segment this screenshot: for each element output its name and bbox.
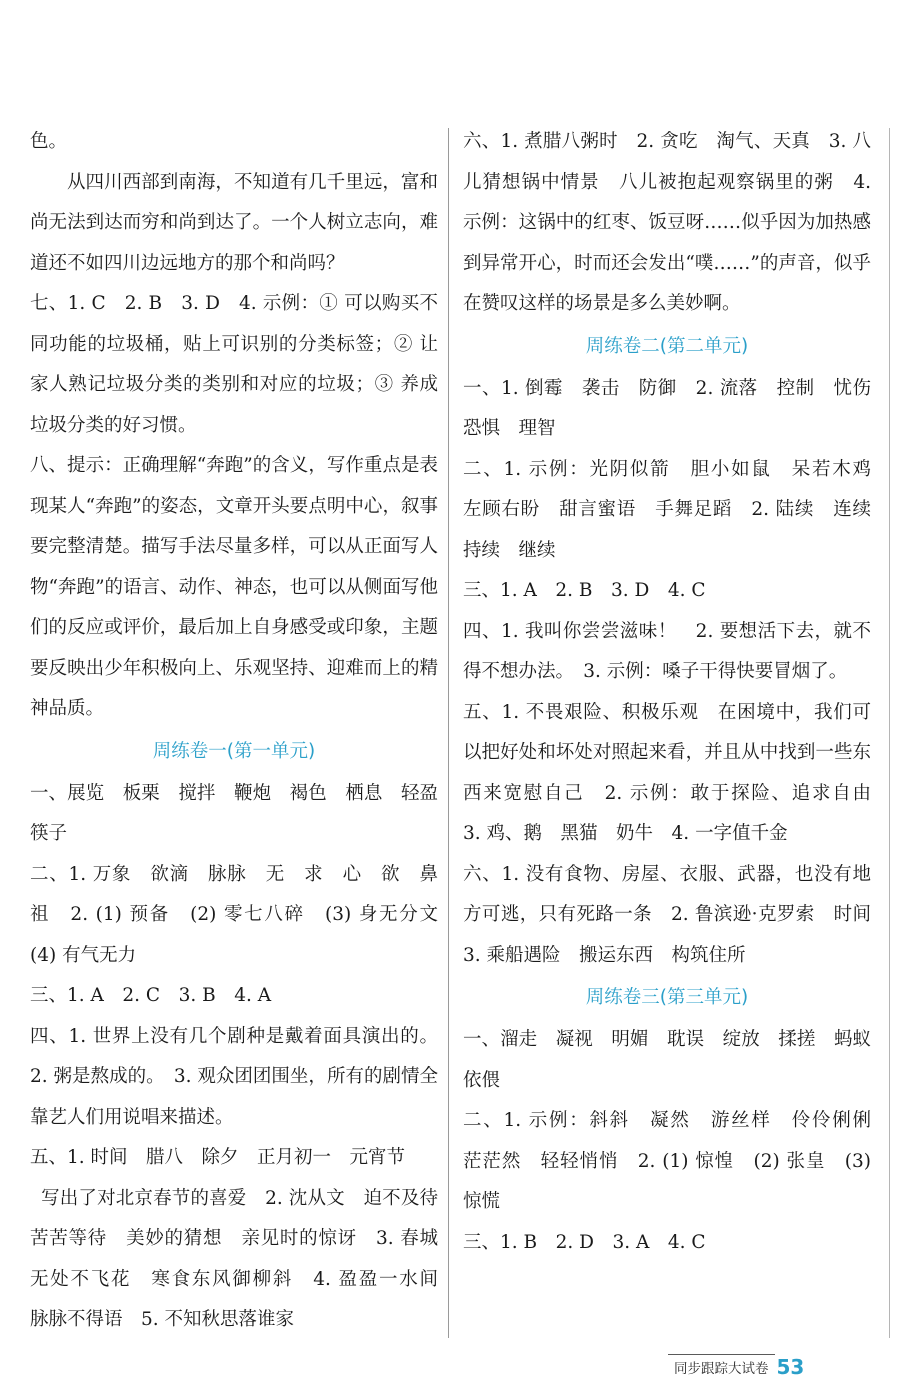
section-heading: 周练卷三(第三单元) [585,987,749,1008]
left-paragraph: 色。 [30,131,68,152]
edge-divider [889,128,890,1338]
page-number: 53 [776,1355,805,1379]
section-heading: 周练卷一(第一单元) [152,740,316,762]
column-divider [448,128,449,1338]
book-title: 同步跟踪大试卷 [668,1354,775,1379]
page-footer [668,1345,804,1379]
right-paragraph: 三、1. A 2. B 3. D 4. C [463,580,706,601]
left-paragraph: 从四川西部到南海，不知道有几千里远，富和尚无法到达而穷和尚到达了。一个人树立志向，难道还不如四川边远地方的那个和尚吗？ [30,171,438,274]
right-paragraph: 一、1. 倒霉 袭击 防御 2. 流落 控制 忧伤 恐惧 理智 [463,377,890,439]
right-column [463,122,890,1263]
right-paragraph: 四、1. 我叫你尝尝滋味！ 2. 要想活下去，就不得不想办法。 3. 示例：嗓子干得快要冒烟了。 [463,620,871,682]
left-paragraph: 二、1. 万象 欲滴 脉脉 无 求 心 欲 鼻祖 2. (1) 预备 (2) 零七八碎 (3) 身无分文 (4) 有气无力 [30,863,457,966]
right-paragraph: 二、1. 示例：斜斜 凝然 游丝样 伶伶俐俐 茫茫然 轻轻悄悄 2. (1) 惊惶 (2) 张皇 (3) 惊慌 [463,1110,890,1212]
right-paragraph: 一、溜走 凝视 明媚 耽误 绽放 揉搓 蚂蚁 依偎 [463,1029,890,1091]
left-paragraph: 三、1. A 2. C 3. B 4. A [30,985,272,1006]
right-paragraph: 三、1. B 2. D 3. A 4. C [463,1231,706,1253]
left-paragraph: 一、展览 板栗 搅拌 鞭炮 褐色 栖息 轻盈 筷子 [30,782,457,844]
left-paragraph: 五、1. 时间 腊八 除夕 正月初一 元宵节 [30,1147,406,1168]
section-heading: 周练卷二(第二单元) [585,335,749,357]
right-paragraph: 六、1. 煮腊八粥时 2. 贪吃 淘气、天真 3. 八儿猜想锅中情景 八儿被抱起观察锅里的粥 4. 示例：这锅中的红枣、饭豆呀……似乎因为加热感到异常开心，时而还会发出“噗……”的声音，似乎在赞叹这样的场景是多么美妙啊。 [463,131,871,314]
left-column [30,122,457,1341]
right-paragraph: 五、1. 不畏艰险、积极乐观 在困境中，我们可以把好处和坏处对照起来看，并且从中找到一些东西来宽慰自己 2. 示例：敢于探险、追求自由 3. 鸡、鹅 黑猫 奶牛 4. 一字值千金 [463,701,890,844]
right-paragraph: 二、1. 示例：光阴似箭 胆小如鼠 呆若木鸡 左顾右盼 甜言蜜语 手舞足蹈 2. 陆续 连续 持续 继续 [463,458,890,561]
left-paragraph: 八、提示：正确理解“奔跑”的含义，写作重点是表现某人“奔跑”的姿态，文章开头要点明中心，叙事要完整清楚。描写手法尽量多样，可以从正面写人物“奔跑”的语言、动作、神态，也可以从侧面写他们的反应或评价，最后加上自身感受或印象，主题要反映出少年积极向上、乐观坚持、迎难而上的精神品质。 [30,455,438,719]
left-paragraph: 写出了对北京春节的喜爱 2. 沈从文 迫不及待 苦苦等待 美妙的猜想 亲见时的惊讶 3. 春城无处不飞花 寒食东风御柳斜 4. 盈盈一水间 脉脉不得语 5. 不知秋思落谁家 [30,1187,457,1330]
left-paragraph: 七、1. C 2. B 3. D 4. 示例：① 可以购买不同功能的垃圾桶，贴上可识别的分类标签；② 让家人熟记垃圾分类的类别和对应的垃圾；③ 养成垃圾分类的好习惯。 [30,293,438,436]
right-paragraph: 六、1. 没有食物、房屋、衣服、武器，也没有地方可逃，只有死路一条 2. 鲁滨逊·克罗索 时间 3. 乘船遇险 搬运东西 构筑住所 [463,863,890,966]
left-paragraph: 四、1. 世界上没有几个剧种是戴着面具演出的。2. 粥是熬成的。 3. 观众团团围坐，所有的剧情全靠艺人们用说唱来描述。 [30,1025,438,1128]
